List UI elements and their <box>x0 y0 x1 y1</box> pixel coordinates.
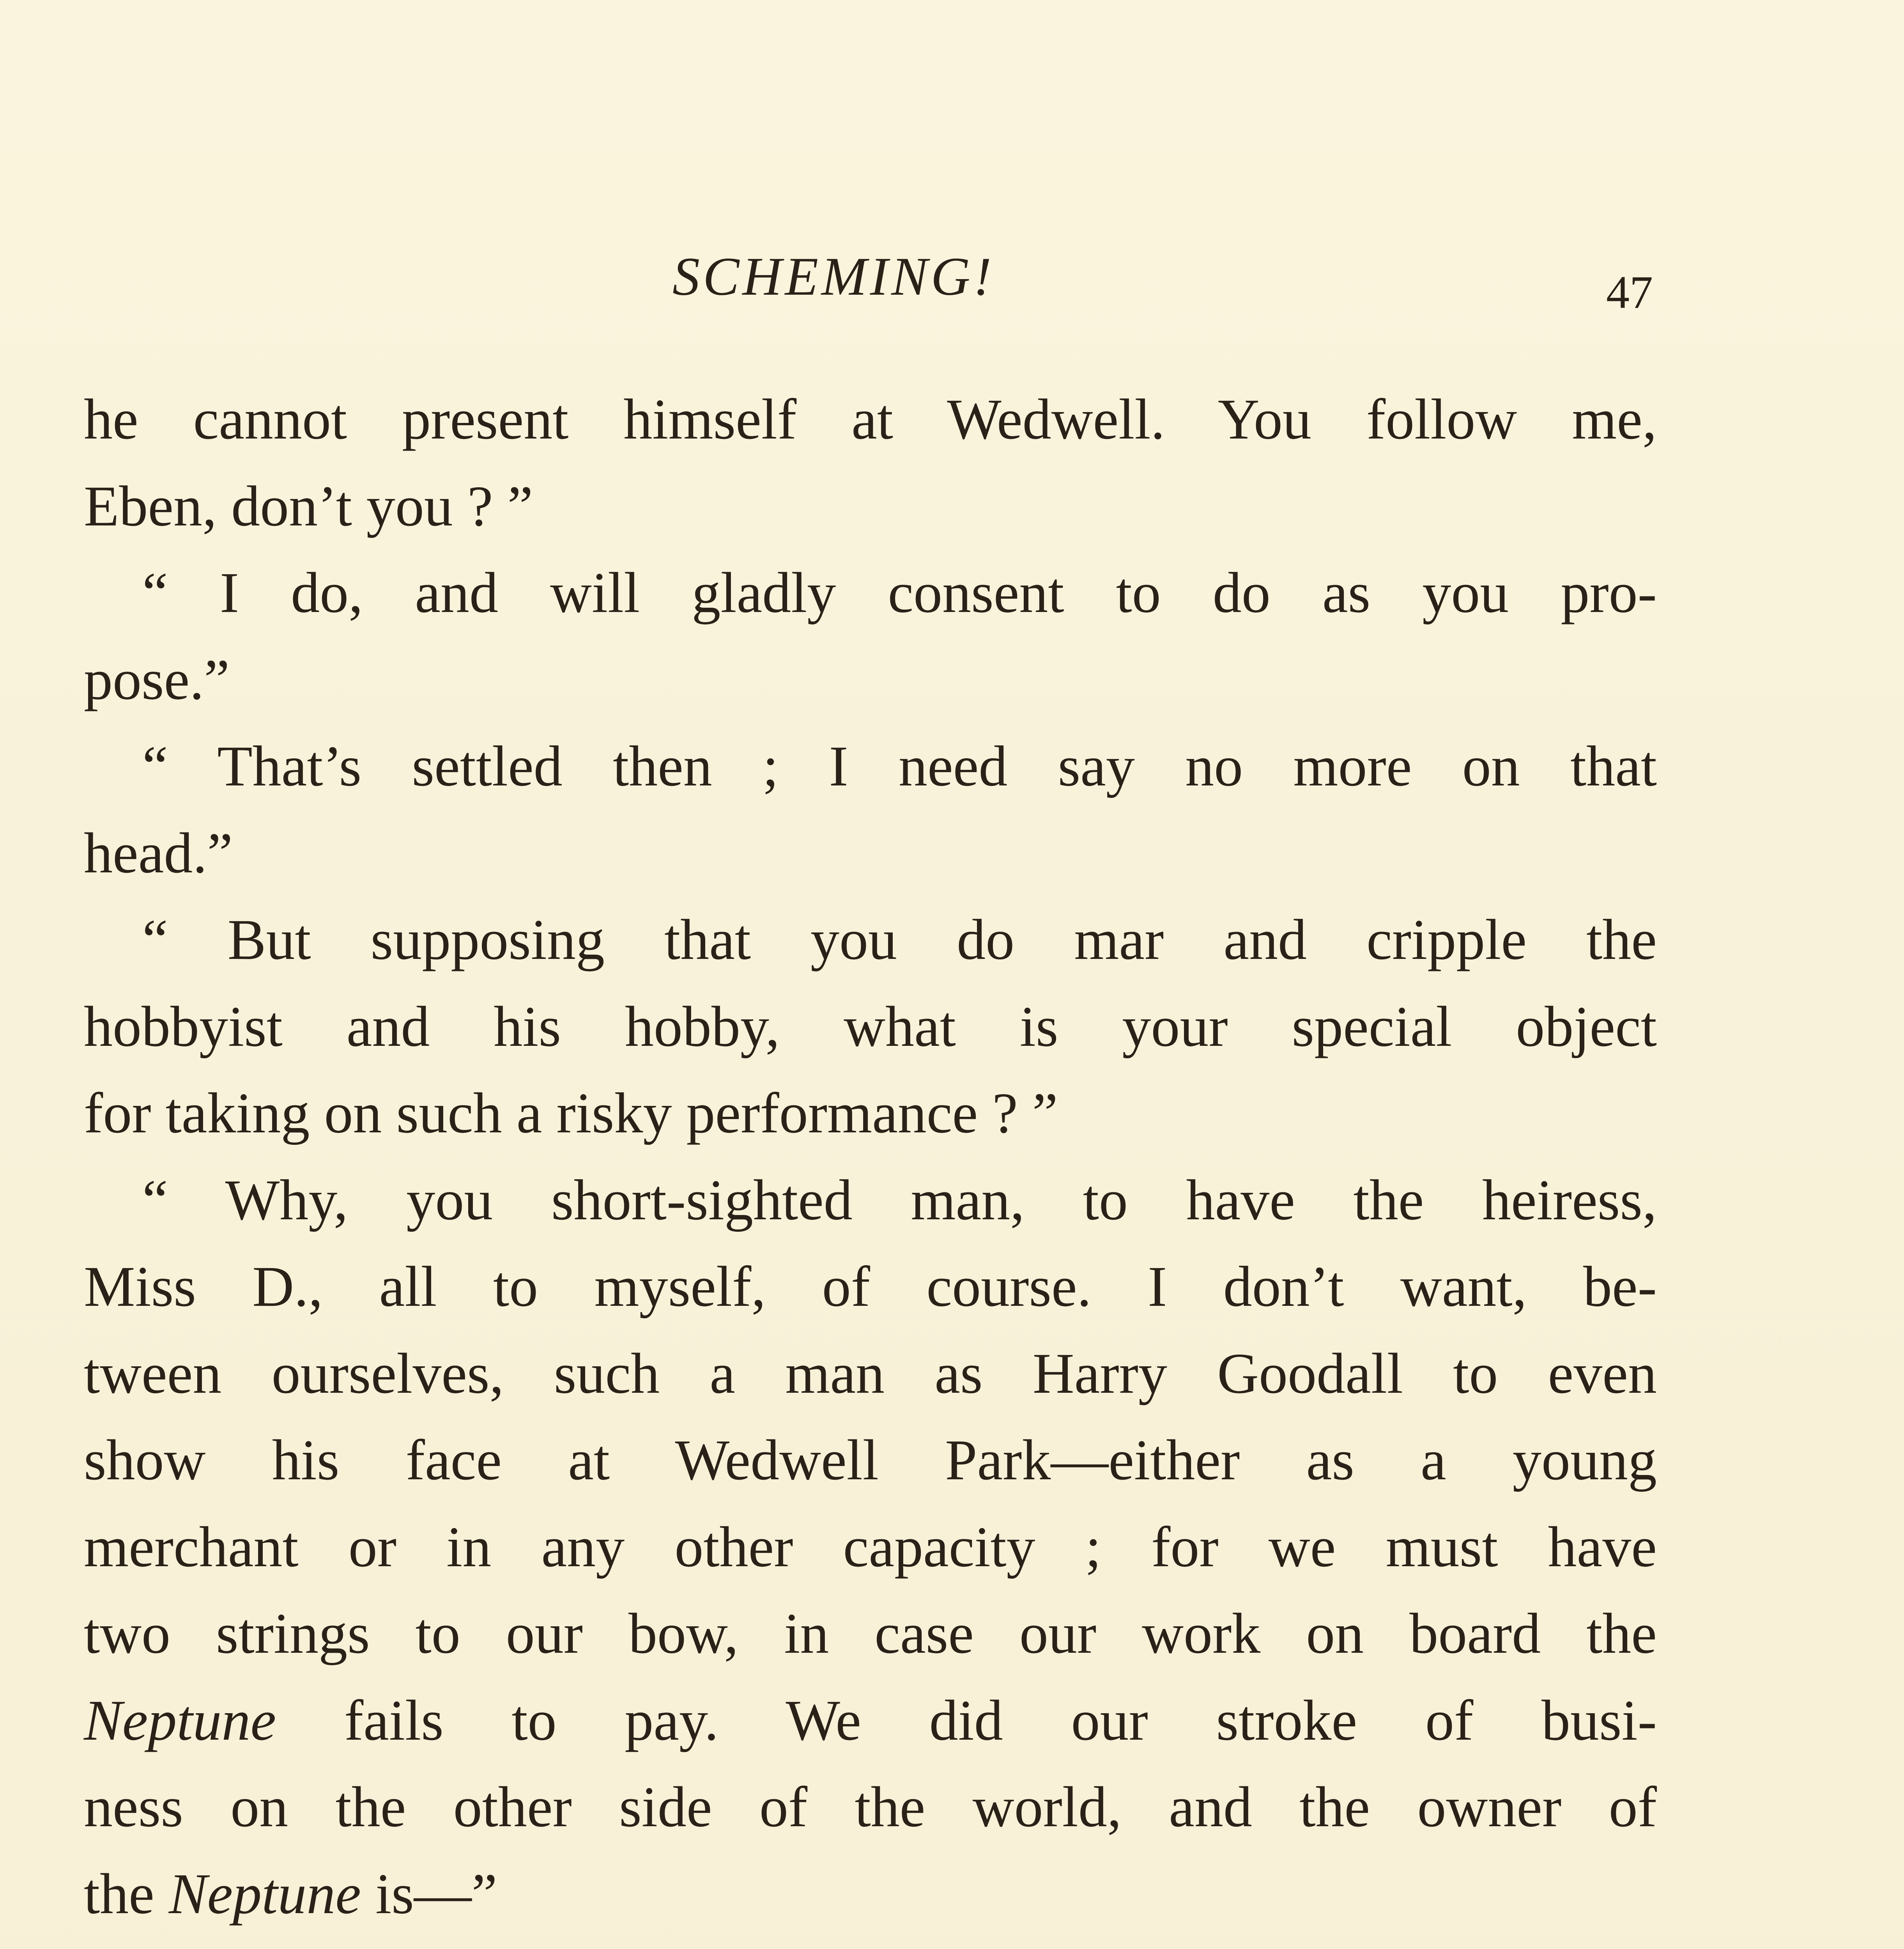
text-line <box>84 1851 1657 1938</box>
text-line: “ I do, and will gladly consent to do as you pro- <box>142 561 1657 625</box>
text-line: for taking on such a risky performance ? ” <box>84 1081 1058 1145</box>
text-line: he cannot present himself at Wedwell. You follow me, <box>84 387 1657 451</box>
text-line: “ But supposing that you do mar and cripple the <box>142 908 1657 972</box>
text-line <box>84 1677 1657 1764</box>
text-line: merchant or in any other capacity ; for we must have <box>84 1515 1657 1579</box>
text-line: ness on the other side of the world, and the owner of <box>84 1775 1657 1839</box>
running-title: SCHEMING! <box>672 246 995 307</box>
text-line: head.” <box>84 821 233 885</box>
text-line: show his face at Wedwell Park—either as a young <box>84 1428 1657 1492</box>
text-line: “ That’s settled then ; I need say no more on that <box>142 734 1657 798</box>
body-text <box>84 376 1657 1949</box>
ship-name: Neptune <box>84 1688 276 1753</box>
text-segment: is—” <box>361 1862 497 1926</box>
text-segment: the <box>84 1862 169 1926</box>
text-line: hobbyist and his hobby, what is your special object <box>84 994 1657 1059</box>
text-line: “ Why, you short-sighted man, to have the heiress, <box>142 1168 1657 1232</box>
page-number: 47 <box>1606 266 1653 318</box>
text-line: two strings to our bow, in case our work on board the <box>84 1602 1657 1666</box>
text-segment: fails to pay. We did our stroke of busi- <box>276 1688 1657 1753</box>
text-line: Miss D., all to myself, of course. I don’t want, be- <box>84 1255 1657 1319</box>
text-line: tween ourselves, such a man as Harry Goodall to even <box>84 1341 1657 1406</box>
ship-name: Neptune <box>168 1862 361 1926</box>
text-line <box>84 1937 1657 1949</box>
text-line: Eben, don’t you ? ” <box>84 474 533 538</box>
text-line: pose.” <box>84 647 230 712</box>
